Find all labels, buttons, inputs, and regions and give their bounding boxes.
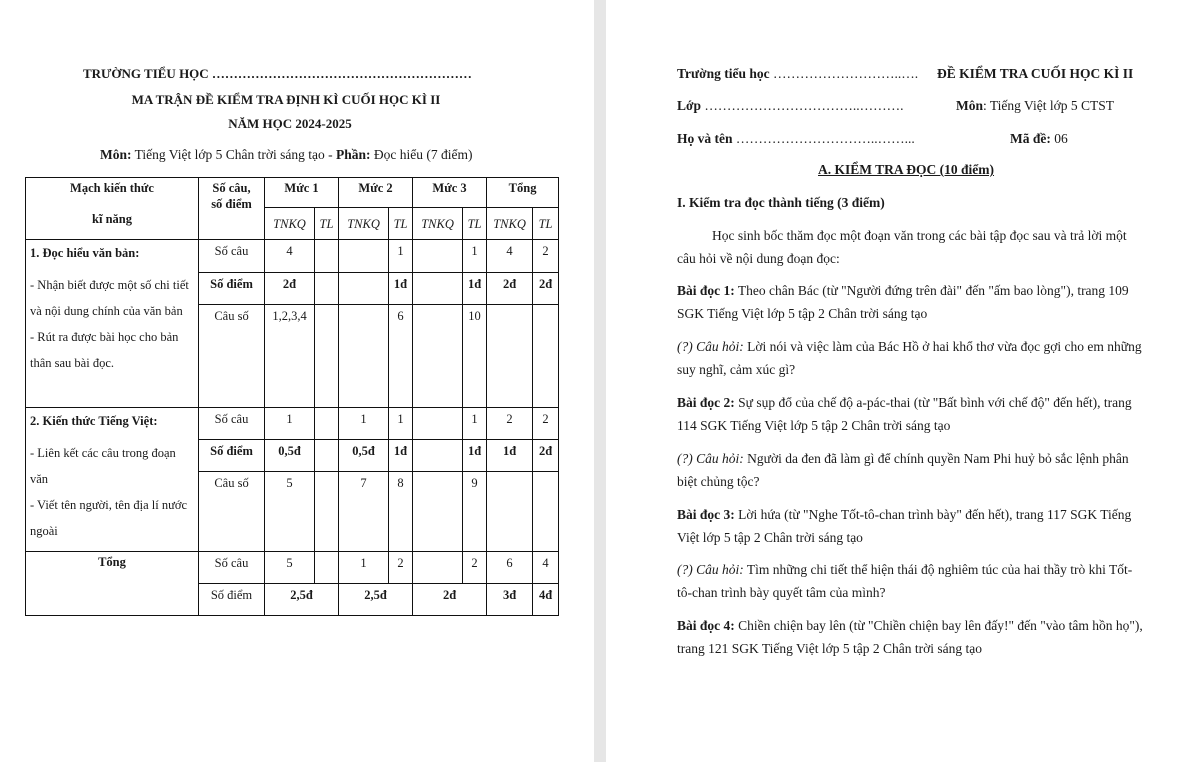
sub-header-cell: TNKQ: [413, 208, 463, 240]
cell: [487, 472, 533, 552]
cell: 2: [389, 552, 413, 584]
cell: 6: [389, 305, 413, 408]
cell: 1đ: [463, 273, 487, 305]
sub-header-cell: TL: [463, 208, 487, 240]
cell: 4: [533, 552, 559, 584]
cell: 1,2,3,4: [265, 305, 315, 408]
cell: 1: [389, 408, 413, 440]
cell: [413, 440, 463, 472]
reading-3-question: (?) Câu hỏi: Tìm những chi tiết thể hiện thái độ nghiêm túc của hai thầy trò khi Tốt-tô-chan trình bày quyết tâm của mình?: [677, 562, 1133, 600]
header-total: Tổng: [487, 178, 559, 208]
cell: [315, 440, 339, 472]
cell: [315, 472, 339, 552]
sub-header-cell: TL: [389, 208, 413, 240]
total-points-level-1: 2,5đ: [265, 584, 339, 616]
school-field: Trường tiểu học ………………………..….: [677, 66, 919, 81]
cell: [339, 305, 389, 408]
cell: [413, 273, 463, 305]
cell: 2: [487, 408, 533, 440]
cell: 5: [265, 552, 315, 584]
cell: [315, 552, 339, 584]
cell: 10: [463, 305, 487, 408]
header-count: Số câu, số điểm: [199, 178, 265, 240]
sub-header-cell: TNKQ: [487, 208, 533, 240]
cell: 1: [265, 408, 315, 440]
reading-2: Bài đọc 2: Sự sụp đổ của chế độ a-pác-thai (từ "Bất bình với chế độ" đến hết), trang 114 SGK Tiếng Việt lớp 5 tập 2 Chân trời sáng tạo: [677, 395, 1132, 433]
total-row-count: [26, 552, 559, 584]
sec1-question-label: Câu số: [199, 305, 265, 408]
total-points-tnkq: 3đ: [487, 584, 533, 616]
cell: 2: [533, 408, 559, 440]
reading-1-question: (?) Câu hỏi: Lời nói và việc làm của Bác Hồ ở hai khổ thơ vừa đọc gợi cho em những suy nghĩ, cảm xúc gì?: [677, 339, 1142, 377]
matrix-title: MA TRẬN ĐỀ KIỂM TRA ĐỊNH KÌ CUỐI HỌC KÌ II: [131, 92, 441, 107]
cell: 2: [463, 552, 487, 584]
cell: 1: [339, 552, 389, 584]
header-skill: Mạch kiến thức kĩ năng: [26, 178, 199, 240]
cell: [413, 552, 463, 584]
cell: 5: [265, 472, 315, 552]
sub-header-cell: TNKQ: [339, 208, 389, 240]
sub-header-cell: TNKQ: [265, 208, 315, 240]
sec2-count-label: Số câu: [199, 408, 265, 440]
cell: 1đ: [487, 440, 533, 472]
page-gutter: [594, 0, 606, 762]
reading-3: Bài đọc 3: Lời hứa (từ "Nghe Tốt-tô-chan trình bày" đến hết), trang 117 SGK Tiếng Việt lớp 5 tập 2 Chân trời sáng tạo: [677, 507, 1132, 545]
total-points-level-3: 2đ: [413, 584, 487, 616]
section-i-heading: I. Kiểm tra đọc thành tiếng (3 điểm): [677, 195, 885, 210]
cell: [339, 240, 389, 273]
total-label: Tổng: [26, 552, 199, 616]
reading-1: Bài đọc 1: Theo chân Bác (từ "Người đứng trên đài" đến "ấm bao lòng"), trang 109 SGK Tiếng Việt lớp 5 tập 2 Chân trời sáng tạo: [677, 283, 1129, 321]
cell: [413, 472, 463, 552]
cell: [533, 305, 559, 408]
cell: 1đ: [389, 273, 413, 305]
header-row: [26, 178, 559, 208]
sub-header-cell: TL: [533, 208, 559, 240]
cell: 2đ: [533, 273, 559, 305]
school-line: TRƯỜNG TIỂU HỌC ……………………………………………………: [83, 66, 472, 81]
reading-2-question: (?) Câu hỏi: Người da đen đã làm gì để chính quyền Nam Phi huỷ bỏ sắc lệnh phân biệt chủng tộc?: [677, 451, 1129, 489]
cell: 1đ: [389, 440, 413, 472]
exam-subject: Môn: Tiếng Việt lớp 5 CTST: [956, 98, 1114, 113]
cell: [315, 408, 339, 440]
cell: [413, 305, 463, 408]
school-year: NĂM HỌC 2024-2025: [228, 116, 352, 131]
cell: 0,5đ: [339, 440, 389, 472]
subject-line: Môn: Tiếng Việt lớp 5 Chân trời sáng tạo - Phần: Đọc hiểu (7 điểm): [100, 147, 473, 162]
sec1-skill: 1. Đọc hiểu văn bản: - Nhận biết được một số chi tiết và nội dung chính của văn bản - Rút ra được bài học cho bản thân sau bài đọc.: [26, 240, 199, 408]
cell: [413, 240, 463, 273]
cell: 2: [533, 240, 559, 273]
cell: 9: [463, 472, 487, 552]
exam-title: ĐỀ KIỂM TRA CUỐI HỌC KÌ II: [937, 66, 1134, 81]
reading-4: Bài đọc 4: Chiền chiện bay lên (từ "Chiền chiện bay lên đấy!" đến "vào tâm hồn họ"), trang 121 SGK Tiếng Việt lớp 5 tập 2 Chân trời sáng tạo: [677, 618, 1143, 656]
cell: 1đ: [463, 440, 487, 472]
cell: [533, 472, 559, 552]
cell: [413, 408, 463, 440]
sec1-points-label: Số điểm: [199, 273, 265, 305]
name-field: Họ và tên …………………………..……...: [677, 131, 915, 146]
total-points-tl: 4đ: [533, 584, 559, 616]
intro-text: Học sinh bốc thăm đọc một đoạn văn trong các bài tập đọc sau và trả lời một câu hỏi về nội dung đoạn đọc:: [677, 228, 1127, 266]
header-level-2: Mức 2: [339, 178, 413, 208]
sec2-row-count: [26, 408, 559, 440]
cell: 1: [463, 408, 487, 440]
total-count-label: Số câu: [199, 552, 265, 584]
sec2-points-label: Số điểm: [199, 440, 265, 472]
sub-header-cell: TL: [315, 208, 339, 240]
class-field: Lớp ……………………………..……….: [677, 98, 904, 113]
cell: 2đ: [533, 440, 559, 472]
cell: 2đ: [487, 273, 533, 305]
header-level-3: Mức 3: [413, 178, 487, 208]
sec1-row-count: [26, 240, 559, 273]
cell: 4: [265, 240, 315, 273]
cell: [339, 273, 389, 305]
matrix-table: [25, 177, 559, 616]
cell: 0,5đ: [265, 440, 315, 472]
cell: 8: [389, 472, 413, 552]
cell: [487, 305, 533, 408]
cell: 1: [463, 240, 487, 273]
sec2-question-label: Câu số: [199, 472, 265, 552]
sec1-count-label: Số câu: [199, 240, 265, 273]
exam-code: Mã đề: 06: [1010, 131, 1068, 146]
cell: [315, 240, 339, 273]
total-points-level-2: 2,5đ: [339, 584, 413, 616]
right-page: [606, 0, 1195, 762]
cell: [315, 305, 339, 408]
section-a-heading: A. KIỂM TRA ĐỌC (10 điểm): [818, 162, 995, 177]
cell: 6: [487, 552, 533, 584]
cell: 2đ: [265, 273, 315, 305]
left-page: [0, 0, 594, 762]
cell: 4: [487, 240, 533, 273]
sec2-skill: 2. Kiến thức Tiếng Việt: - Liên kết các câu trong đoạn văn - Viết tên người, tên địa lí nước ngoài: [26, 408, 199, 552]
cell: [315, 273, 339, 305]
cell: 1: [339, 408, 389, 440]
total-points-label: Số điểm: [199, 584, 265, 616]
cell: 7: [339, 472, 389, 552]
cell: 1: [389, 240, 413, 273]
header-level-1: Mức 1: [265, 178, 339, 208]
